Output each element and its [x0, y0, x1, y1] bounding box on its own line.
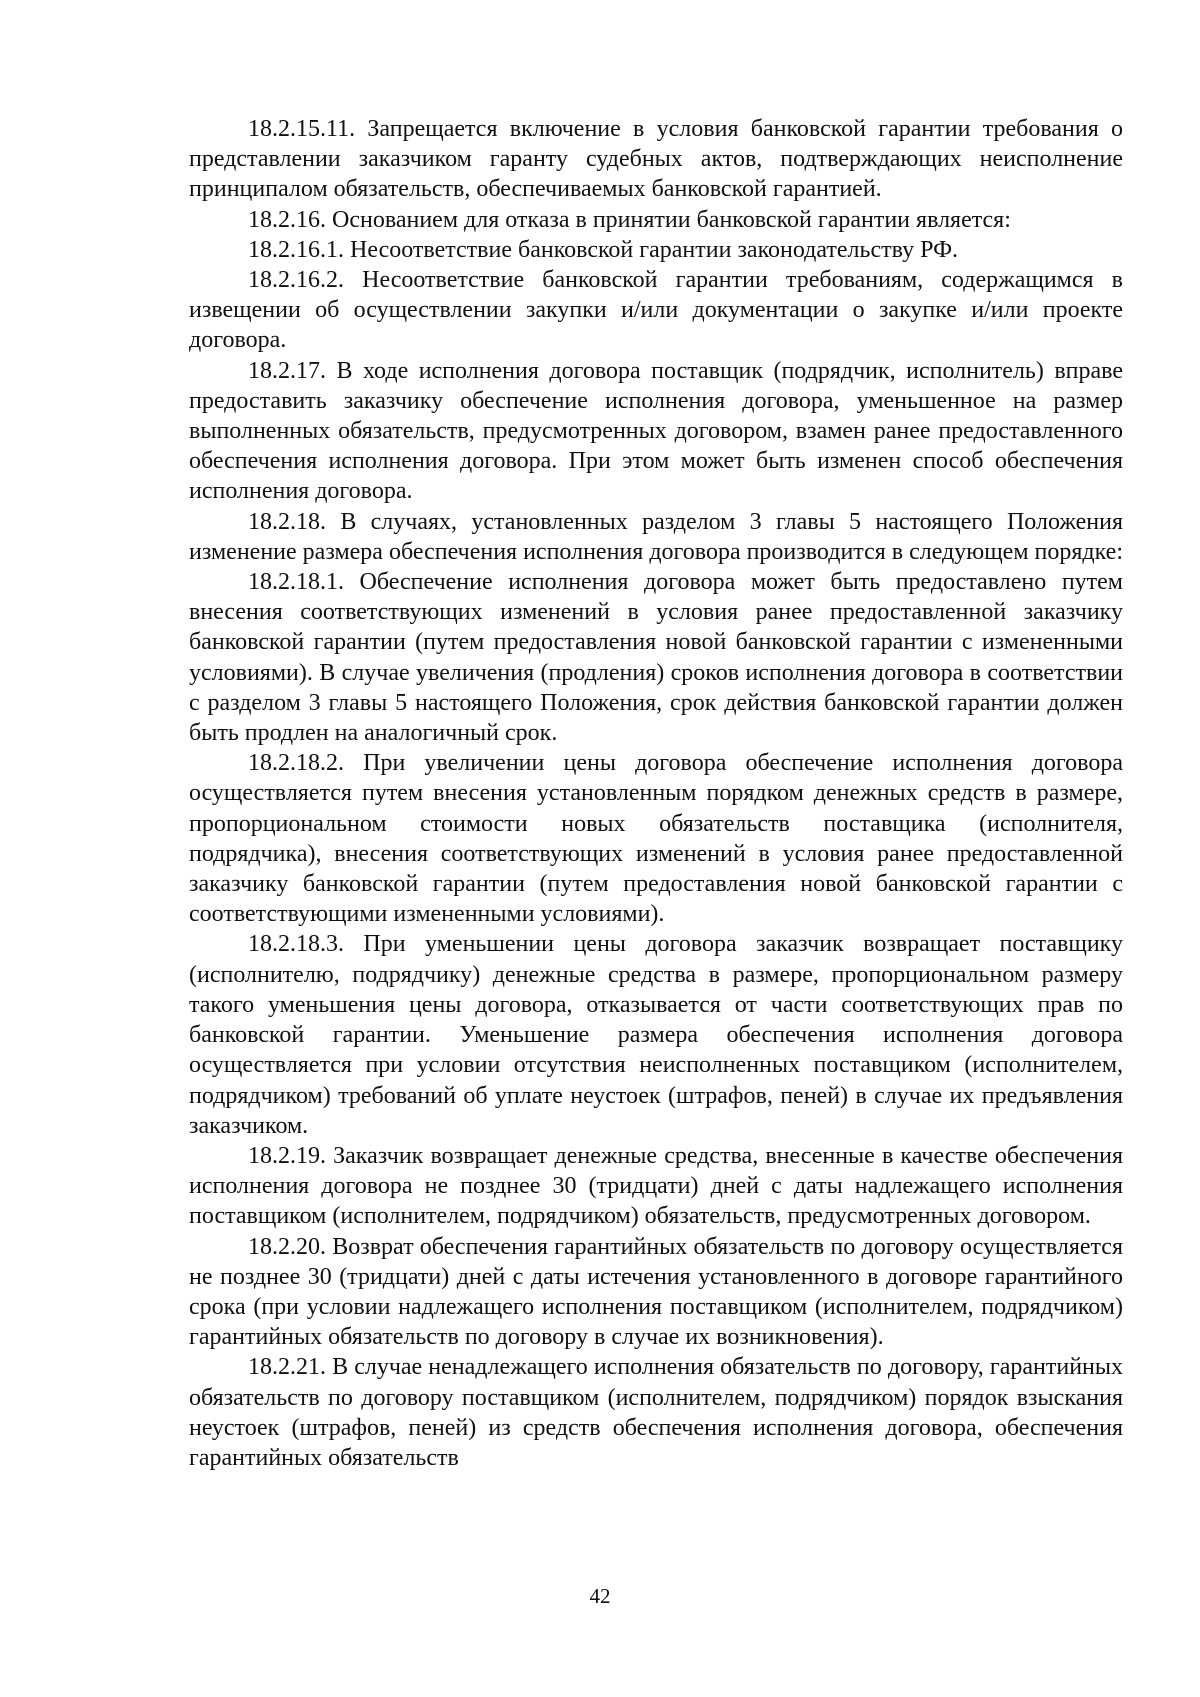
paragraph-18-2-16: 18.2.16. Основанием для отказа в принятии банковской гарантии является: — [248, 206, 1011, 233]
paragraph-18-2-18: 18.2.18. В случаях, установленных разделом 3 главы 5 настоящего Положения изменение размера обеспечения исполнения договора производится в следующем порядке: — [189, 508, 1123, 565]
paragraph-18-2-18-3: 18.2.18.3. При уменьшении цены договора заказчик возвращает поставщику (исполнителю, подрядчику) денежные средства в размере, пропорциональном размеру такого уменьшения цены договора, отказывается от части соответствующих прав по банковской гарантии. Уменьшение размера обеспечения исполнения договора осуществляется при условии отсутствия неисполненных поставщиком (исполнителем, подрядчиком) требований об уплате неустоек (штрафов, пеней) в случае их предъявления заказчиком. — [189, 931, 1123, 1139]
paragraph-18-2-16-1: 18.2.16.1. Несоответствие банковской гарантии законодательству РФ. — [248, 236, 959, 263]
paragraph-18-2-21: 18.2.21. В случае ненадлежащего исполнения обязательств по договору, гарантийных обязательств по договору поставщиком (исполнителем, подрядчиком) порядок взыскания неустоек (штрафов, пеней) из средств обеспечения исполнения договора, обеспечения гарантийных обязательств — [189, 1354, 1123, 1471]
paragraph-18-2-15-11: 18.2.15.11. Запрещается включение в условия банковской гарантии требования о представлении заказчиком гаранту судебных актов, подтверждающих неисполнение принципалом обязательств, обеспечиваемых банковской гарантией. — [189, 116, 1123, 203]
paragraph-18-2-17: 18.2.17. В ходе исполнения договора поставщик (подрядчик, исполнитель) вправе предоставить заказчику обеспечение исполнения договора, уменьшенное на размер выполненных обязательств, предусмотренных договором, взамен ранее предоставленного обеспечения исполнения договора. При этом может быть изменен способ обеспечения исполнения договора. — [189, 357, 1123, 505]
document-body — [189, 114, 1123, 1473]
paragraph-18-2-18-1: 18.2.18.1. Обеспечение исполнения договора может быть предоставлено путем внесения соответствующих изменений в условия ранее предоставленной заказчику банковской гарантии (путем предоставления новой банковской гарантии с измененными условиями). В случае увеличения (продления) сроков исполнения договора в соответствии с разделом 3 главы 5 настоящего Положения, срок действия банковской гарантии должен быть продлен на аналогичный срок. — [189, 569, 1123, 747]
paragraph-18-2-19: 18.2.19. Заказчик возвращает денежные средства, внесенные в качестве обеспечения исполнения договора не позднее 30 (тридцати) дней с даты надлежащего исполнения поставщиком (исполнителем, подрядчиком) обязательств, предусмотренных договором. — [189, 1142, 1123, 1230]
paragraph-18-2-16-2: 18.2.16.2. Несоответствие банковской гарантии требованиям, содержащимся в извещении об осуществлении закупки и/или документации о закупке и/или проекте договора. — [189, 267, 1123, 354]
paragraph-18-2-18-2: 18.2.18.2. При увеличении цены договора обеспечение исполнения договора осуществляется путем внесения установленным порядком денежных средств в размере, пропорциональном стоимости новых обязательств поставщика (исполнителя, подрядчика), внесения соответствующих изменений в условия ранее предоставленной заказчику банковской гарантии (путем предоставления новой банковской гарантии с соответствующими измененными условиями). — [189, 750, 1123, 928]
page-number: 42 — [589, 1584, 611, 1608]
paragraph-18-2-20: 18.2.20. Возврат обеспечения гарантийных обязательств по договору осуществляется не позднее 30 (тридцати) дней с даты истечения установленного в договоре гарантийного срока (при условии надлежащего исполнения поставщиком (исполнителем, подрядчиком) гарантийных обязательств по договору в случае их возникновения). — [189, 1233, 1123, 1351]
